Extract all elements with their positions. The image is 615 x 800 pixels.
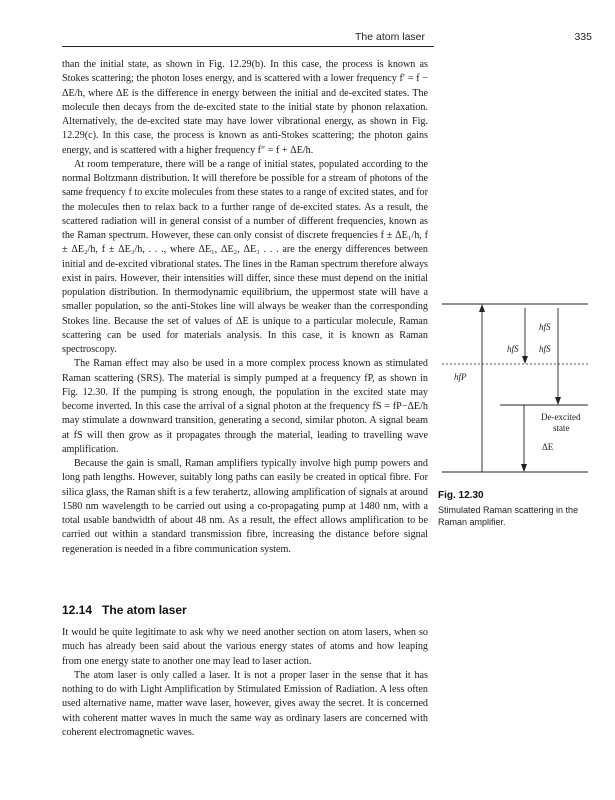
signal-out-arrowhead xyxy=(555,397,561,405)
paragraph: The atom laser is only called a laser. It is not a proper laser in the sense that it has nothing to do with Light Amplification by Stimulated Emission of Radiation. A less often used alternative name, matter wave laser, however, gives away the secret. It is concerned with coherent matter waves in much the same way as ordinary lasers are concerned with coherent electromagnetic waves. xyxy=(62,669,428,738)
pump-label: hfP xyxy=(454,372,467,382)
paragraph: Because the gain is small, Raman amplifiers typically involve high pump powers and long path lengths. However, suitably long paths can easily be created in optical fibre. For silica glass, the Raman shift is a few terahertz, allowing amplification of signals at around 1580 nm wavelength to be carried out using a co-propagating pump at 1480 nm, with a total usable bandwidth of about 48 nm. As a result, the effect allows amplification to be carried out within a standard transmission fibre, increasing the distance before signal regeneration is needed in a fibre communication system. xyxy=(62,458,428,555)
body-text xyxy=(62,58,428,557)
page-number: 335 xyxy=(574,31,592,43)
figure-caption: Stimulated Raman scattering in the Raman amplifier. xyxy=(438,505,579,527)
signal-in-arrowhead xyxy=(522,356,528,364)
running-title: The atom laser xyxy=(354,31,425,43)
header-rule xyxy=(62,46,434,47)
signal-out-label-2: hfS xyxy=(539,344,551,354)
paragraph: The Raman effect may also be used in a more complex process known as stimulated Raman scattering (SRS). The material is simply pumped at a frequency fP, as shown in Fig. 12.30. If the pumping is strong enough, the population in the excited state may become inverted. In this case the arrival of a signal photon at the frequency fS = fP−ΔE/h may stimulate a downward transition, generating a second, similar photon. A signal beam at fS will then grow as it propagates through the material, leading to travelling wave amplification. xyxy=(62,358,428,455)
section-heading xyxy=(62,603,187,617)
raman-diagram xyxy=(440,300,590,490)
section-title: The atom laser xyxy=(102,603,187,617)
relaxation-arrowhead xyxy=(521,464,527,472)
section-number: 12.14 xyxy=(62,603,93,617)
paragraph: than the initial state, as shown in Fig. 12.29(b). In this case, the process is known as Stokes scattering; the photon loses energy, and is scattered with a lower frequency f′ = f − ΔE/h, where ΔE is the difference in energy between the initial and de-excited states. The molecule then decays from the de-excited state to the initial state by phonon relaxation. Alternatively, the de-excited state may have lower vibrational energy, as shown in Fig. 12.29(c). In this case, the process is known as anti-Stokes scattering; the photon gains energy, and is scattered with a higher frequency f″ = f + ΔE/h. xyxy=(62,59,428,156)
state-label-2: state xyxy=(553,423,570,433)
figure-raman-diagram xyxy=(440,300,590,490)
state-label: De-excited xyxy=(541,412,581,422)
delta-e-label: ΔE xyxy=(542,442,554,452)
signal-in-label: hfS xyxy=(507,344,519,354)
paragraph: At room temperature, there will be a range of initial states, populated according to the normal Boltzmann distribution. It will therefore be possible for a stream of photons of the same frequency f to excite molecules from these states to a range of excited states, and for the molecules then to relax back to a further range of de-excited states. As a result, the scattered radiation will in general consist of a number of different frequencies, known as the Raman spectrum. However, these can only consist of discrete frequencies f ± ΔE₁/h, f ± ΔE₂/h, f ± ΔE₃/h, . . ., where ΔE₁, ΔE₂, ΔE₃ . . . are the energy differences between initial and de-excited vibrational states. The lines in the Raman spectrum therefore always exist in pairs. However, their intensities will differ, since these must depend on the initial population distribution. In thermodynamic equilibrium, the uppermost state will have a smaller population, so the anti-Stokes line will always be weaker than the corresponding Stokes line. Because the set of values of ΔE is unique to a particular molecule, Raman scattering can be used for materials analysis. In this case, it is known as Raman spectroscopy. xyxy=(62,158,428,355)
signal-out-label-1: hfS xyxy=(539,322,551,332)
figure-label: Fig. 12.30 xyxy=(438,490,484,501)
section-body-text xyxy=(62,626,428,740)
paragraph: It would be quite legitimate to ask why we need another section on atom lasers, when so much has already been said about the various energy states of atoms and how leaping from one energy state to another one may lead to laser action. xyxy=(62,627,428,667)
pump-arrowhead xyxy=(479,304,485,312)
